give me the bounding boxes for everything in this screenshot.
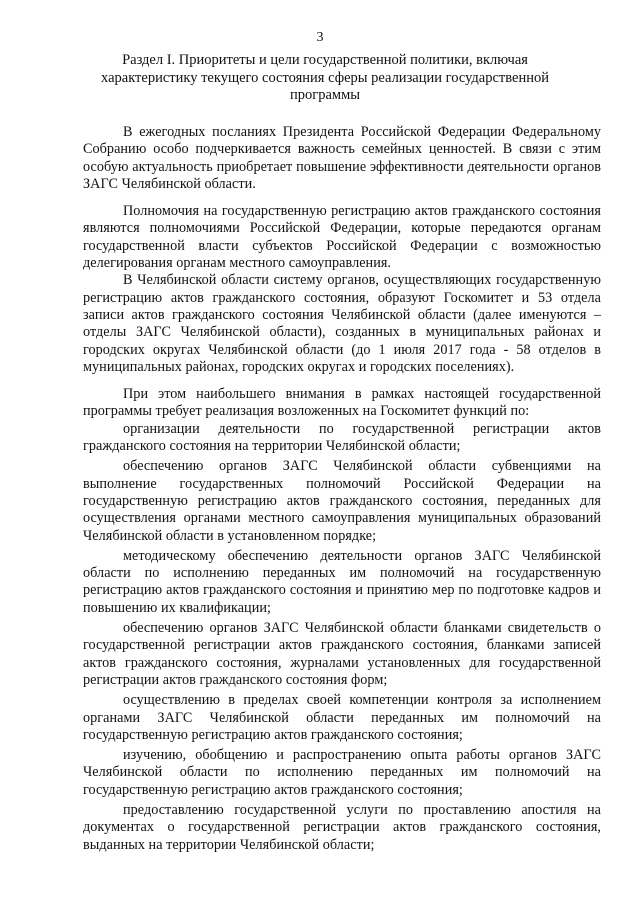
list-item-subventions: обеспечению органов ЗАГС Челябинской области субвенциями на выполнение государственных полномочий Российской Федерации на государственную регистрацию актов гражданского состояния, переданных для осуществления органами местного самоуправления муниципальных образований Челябинской области в установленном порядке; xyxy=(83,458,601,544)
document-body xyxy=(83,124,601,854)
list-item-experience-sharing: изучению, обобщению и распространению опыта работы органов ЗАГС Челябинской области по исполнению переданных им полномочий на государственную регистрацию актов гражданского состояния; xyxy=(83,747,601,798)
paragraph-presidential-messages: В ежегодных посланиях Президента Российской Федерации Федеральному Собранию особо подчеркивается важность семейных ценностей. В связи с этим особую актуальность приобретает повышение эффективности деятельности органов ЗАГС Челябинской области. xyxy=(83,124,601,192)
list-item-blank-forms: обеспечению органов ЗАГС Челябинской области бланками свидетельств о государственной регистрации актов гражданского состояния, бланками записей актов гражданского состояния, журналами установленных для государственной регистрации актов гражданского состояния форм; xyxy=(83,620,601,688)
page-number: 3 xyxy=(316,30,324,45)
paragraph-registry-system: В Челябинской области систему органов, осуществляющих государственную регистрацию актов гражданского состояния, образуют Госкомитет и 53 отдела записи актов гражданского состояния Челябинской области (далее именуются – отделы ЗАГС Челябинской области), созданных в муниципальных районах и городских округах Челябинской области (до 1 июля 2017 года - 58 отделов в муниципальных районах, городских округах и городских поселениях). xyxy=(83,272,601,375)
list-item-organization: организации деятельности по государственной регистрации актов гражданского состояния на территории Челябинской области; xyxy=(83,420,601,455)
section-title: Раздел I. Приоритеты и цели государственной политики, включая характеристику текущего состояния сферы реализации государственной программы xyxy=(101,52,549,103)
list-item-control: осуществлению в пределах своей компетенции контроля за исполнением органами ЗАГС Челябинской области переданных им полномочий на государственную регистрацию актов гражданского состояния; xyxy=(83,692,601,743)
list-item-methodological-support: методическому обеспечению деятельности органов ЗАГС Челябинской области по исполнению переданных им полномочий на государственную регистрацию актов гражданского состояния и принятию мер по подготовке кадров и повышению их квалификации; xyxy=(83,547,601,616)
list-item-apostille: предоставлению государственной услуги по проставлению апостиля на документах о государственной регистрации актов гражданского состояния, выданных на территории Челябинской области; xyxy=(83,801,601,853)
paragraph-program-priorities: При этом наибольшего внимания в рамках настоящей государственной программы требует реализация возложенных на Госкомитет функций по: xyxy=(83,386,601,420)
paragraph-registration-powers: Полномочия на государственную регистрацию актов гражданского состояния являются полномочиями Российской Федерации, которые передаются органам государственной власти субъектов Российской Федерации с возможностью делегирования органам местного самоуправления. xyxy=(83,203,601,272)
